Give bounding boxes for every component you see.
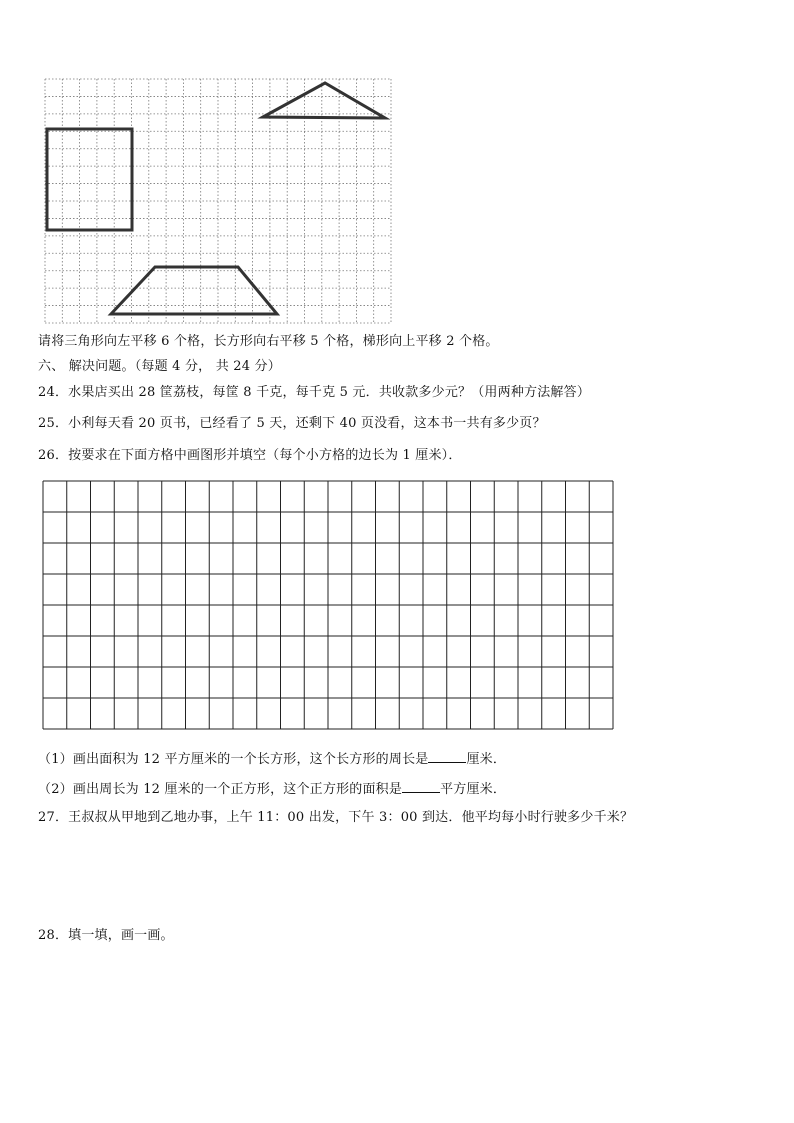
q26-part1-text: （1）画出面积为 12 平方厘米的一个长方形，这个长方形的周长是 <box>38 752 429 767</box>
rectangle-shape <box>47 129 132 230</box>
section-6-title: 六、 解决问题。（每题 4 分， 共 24 分） <box>38 359 281 374</box>
dotted-grid <box>45 79 391 323</box>
translation-instruction: 请将三角形向左平移 6 个格，长方形向右平移 5 个格，梯形向上平移 2 个格。 <box>38 334 499 349</box>
translation-grid-figure <box>44 78 392 324</box>
question-26-part-1 <box>38 750 506 768</box>
question-25: 25．小利每天看 20 页书，已经看了 5 天，还剩下 40 页没看，这本书一共有多少页？ <box>38 416 546 431</box>
q26-part2-unit: 平方厘米． <box>440 782 507 797</box>
area-answer-blank[interactable] <box>402 780 440 793</box>
question-24: 24．水果店买出 28 筐荔枝，每筐 8 千克，每千克 5 元．共收款多少元？（用两种方法解答） <box>38 385 591 400</box>
question-26: 26．按要求在下面方格中画图形并填空（每个小方格的边长为 1 厘米）． <box>38 448 462 463</box>
question-26-part-2 <box>38 780 506 798</box>
perimeter-answer-blank[interactable] <box>428 750 466 763</box>
question-28: 28．填一填，画一画。 <box>38 928 174 943</box>
trapezoid-shape <box>111 267 277 314</box>
question-27: 27．王叔叔从甲地到乙地办事，上午 11：00 出发，下午 3：00 到达．他平均每小时行驶多少千米？ <box>38 810 634 825</box>
q26-part2-text: （2）画出周长为 12 厘米的一个正方形，这个正方形的面积是 <box>38 782 403 797</box>
triangle-shape <box>263 83 385 118</box>
q26-part1-unit: 厘米． <box>466 752 507 767</box>
drawing-grid <box>42 480 614 730</box>
